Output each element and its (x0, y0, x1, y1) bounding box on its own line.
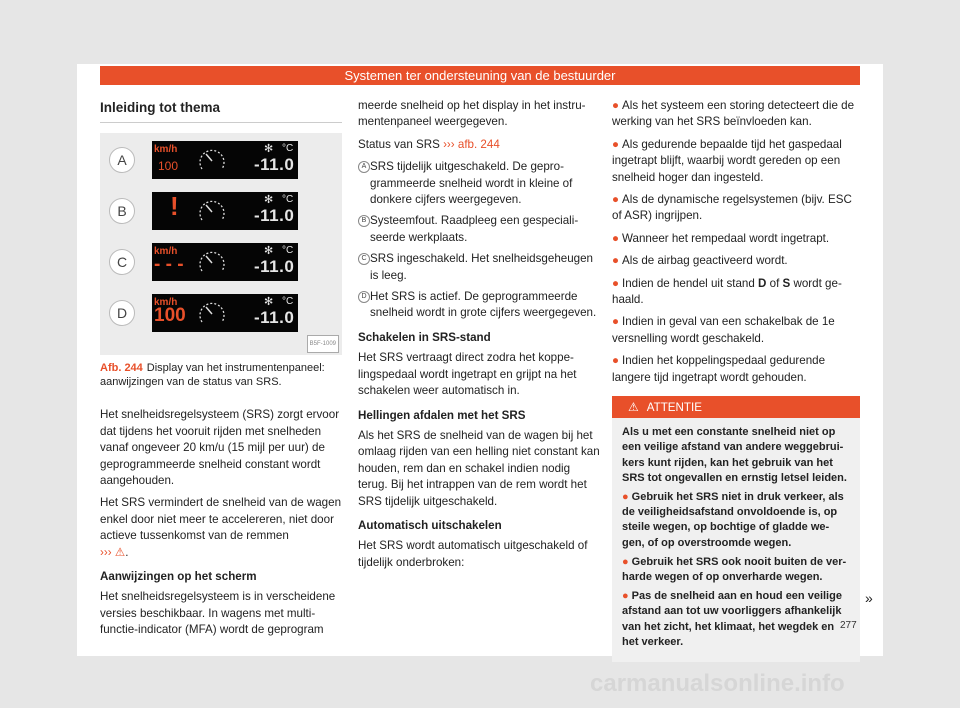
bullet-item: ● Indien in geval van een schakelbak de 1e versnelling wordt geschakeld. (612, 315, 835, 345)
figure-letter-b: B (109, 198, 135, 224)
list-item: A SRS tijdelijk uitgeschakeld. De geprogrammeerde snelheid wordt in kleine of donkere cijfers weergegeven. (358, 159, 602, 208)
warning-intro: Als u met een constante snelheid niet op een veilige afstand van andere weggebruikers kunt rijden, kan het gebruik van het SRS tot ongevallen en ernstig letsel leiden. (622, 426, 847, 484)
display-screen-a (152, 141, 298, 179)
temperature-value: -11.0 (254, 155, 295, 175)
continue-arrow-icon: » (865, 590, 873, 606)
chapter-header: Systemen ter ondersteuning van de bestuurder (100, 66, 860, 85)
figure-code: B5F-1009 (307, 335, 339, 353)
display-screen-b (152, 192, 298, 230)
kmh-label: km/h (154, 246, 178, 258)
celsius-label: °C (282, 296, 294, 308)
gauge-icon (197, 145, 227, 175)
bullet-dot-icon: ● (612, 193, 620, 207)
snowflake-icon: ✻ (264, 194, 274, 207)
paragraph: Het SRS wordt automatisch uitgeschakeld of tijdelijk onderbroken: (358, 539, 588, 569)
paragraph: Het snelheidsregelsysteem (SRS) zorgt ervoor dat tijdens het vooruit rijden met snelheden vanaf ongeveer 20 km/u (15 mijl per uur) de geprogrammeerde snelheid constant wordt aangehouden. (100, 408, 340, 488)
temperature-value: -11.0 (254, 308, 295, 328)
status-list (358, 159, 602, 322)
paragraph: Het SRS vermindert de snelheid van de wagen enkel door niet meer te accelereren, niet door actieve tussenkomst van de remmen ››› ⚠. (100, 496, 342, 559)
figure-244 (100, 133, 342, 355)
bullet-dot-icon: ● (622, 555, 629, 568)
subheading: Aanwijzingen op het scherm (100, 570, 257, 584)
bullet-item: ● Als gedurende bepaalde tijd het gaspedaal ingetrapt blijft, waarbij wordt gereden op een snelheid hoger dan ingesteld. (612, 137, 842, 184)
gauge-icon (197, 247, 227, 277)
celsius-label: °C (282, 194, 294, 206)
bullet-dot-icon: ● (612, 276, 620, 290)
warning-body (612, 418, 860, 662)
temperature-value: -11.0 (254, 206, 295, 226)
display-screen-c (152, 243, 298, 281)
celsius-label: °C (282, 143, 294, 155)
caption-text: Display van het instrumentenpaneel: aanwijzingen van de status van SRS. (100, 362, 325, 389)
caption-label: Afb. 244 (100, 362, 143, 375)
list-item: C SRS ingeschakeld. Het snelheidsgeheugen is leeg. (358, 251, 602, 284)
figure-row-c (100, 239, 342, 285)
gauge-icon (197, 196, 227, 226)
subheading: Automatisch uitschakelen (358, 518, 502, 532)
warning-bullet: ● Gebruik het SRS niet in druk verkeer, als de veiligheidsafstand onvoldoende is, op steile wegen, op bochtige of gladde wegen, of op overstroomde wegen. (622, 490, 844, 549)
figure-caption (100, 361, 342, 389)
list-item: D Het SRS is actief. De geprogrammeerde snelheid wordt in grote cijfers weergegeven. (358, 289, 602, 322)
paragraph: Het snelheidsregelsysteem is in verscheidene versies beschikbaar. In wagens met multifunctie-indicator (MFA) wordt de geprogram (100, 590, 336, 637)
figure-reference-link[interactable]: ››› afb. 244 (443, 137, 500, 151)
snowflake-icon: ✻ (264, 245, 274, 258)
bullet-dot-icon: ● (622, 490, 629, 503)
speed-value: 100 (158, 159, 179, 174)
bullet-item: ● Indien het koppelingspedaal gedurende langere tijd ingetrapt wordt gehouden. (612, 354, 826, 384)
snowflake-icon: ✻ (264, 296, 274, 309)
status-line: Status van SRS ››› afb. 244 (358, 137, 500, 151)
bullet-item: ● Wanneer het rempedaal wordt ingetrapt. (612, 231, 830, 245)
warning-bullet: ● Pas de snelheid aan en houd een veilige afstand aan tot uw voorliggers afhankelijk van het zicht, het klimaat, het wegdek en het verkeer. (622, 590, 842, 648)
temperature-value: -11.0 (254, 257, 295, 277)
paragraph: Het SRS vertraagt direct zodra het koppelingspedaal wordt ingetrapt en grijpt na het schakelen weer automatisch in. (358, 351, 577, 398)
column-2 (358, 98, 602, 577)
kmh-label: km/h (154, 297, 178, 309)
warning-triangle-icon: ⚠ (628, 400, 639, 415)
bullet-item: ● Indien de hendel uit stand D of S wordt gehaald. (612, 276, 842, 307)
speed-value: - - - (154, 254, 184, 276)
bullet-dot-icon: ● (612, 254, 620, 268)
display-screen-d (152, 294, 298, 332)
status-key-b: B (358, 215, 370, 227)
status-key-c: C (358, 253, 370, 265)
bullet-item: ● Als de dynamische regelsystemen (bijv. ESC of ASR) ingrijpen. (612, 193, 852, 223)
snowflake-icon: ✻ (264, 143, 274, 156)
warning-header: ⚠ ATTENTIE (612, 396, 860, 418)
section-title: Inleiding tot thema (100, 100, 220, 115)
figure-row-b (100, 188, 342, 234)
paragraph: meerde snelheid op het display in het instrumentenpaneel weergegeven. (358, 99, 586, 129)
paragraph: Als het SRS de snelheid van de wagen bij het omlaag rijden van een helling niet constant kan houden, rem dan en schakel indien nodig terug. Bij het intrappen van de rem wordt het SRS tijdelijk uitgeschakeld. (358, 428, 600, 508)
figure-row-a (100, 137, 342, 183)
warning-box (612, 396, 860, 662)
gauge-icon (197, 298, 227, 328)
figure-letter-c: C (109, 249, 135, 275)
figure-letter-a: A (109, 147, 135, 173)
figure-row-d (100, 290, 342, 336)
warning-triangle-icon: ⚠ (114, 545, 126, 559)
column-1 (100, 98, 342, 645)
subheading: Hellingen afdalen met het SRS (358, 408, 526, 422)
column-3 (612, 98, 860, 662)
figure-letter-d: D (109, 300, 135, 326)
cross-reference-link[interactable]: ››› (100, 545, 112, 559)
list-item: B Systeemfout. Raadpleeg een gespecialiseerde werkplaats. (358, 213, 602, 246)
page-number: 277 (840, 620, 857, 631)
warning-exclamation-icon: ! (170, 191, 179, 222)
bullet-item: ● Als het systeem een storing detecteert die de werking van het SRS beïnvloeden kan. (612, 99, 855, 129)
status-key-d: D (358, 291, 370, 303)
bullet-dot-icon: ● (612, 99, 620, 112)
kmh-label: km/h (154, 144, 178, 156)
bullet-dot-icon: ● (612, 315, 620, 329)
subheading: Schakelen in SRS-stand (358, 330, 491, 344)
title-divider (100, 122, 342, 123)
bullet-dot-icon: ● (622, 590, 629, 603)
bullet-item: ● Als de airbag geactiveerd wordt. (612, 254, 788, 268)
bullet-dot-icon: ● (612, 231, 620, 245)
speed-value: 100 (154, 305, 186, 327)
bullet-dot-icon: ● (612, 354, 620, 368)
bullet-dot-icon: ● (612, 137, 620, 151)
watermark: carmanualsonline.info (590, 670, 845, 697)
warning-bullet: ● Gebruik het SRS ook nooit buiten de verharde wegen of op onverharde wegen. (622, 555, 847, 583)
status-key-a: A (358, 161, 370, 173)
celsius-label: °C (282, 245, 294, 257)
